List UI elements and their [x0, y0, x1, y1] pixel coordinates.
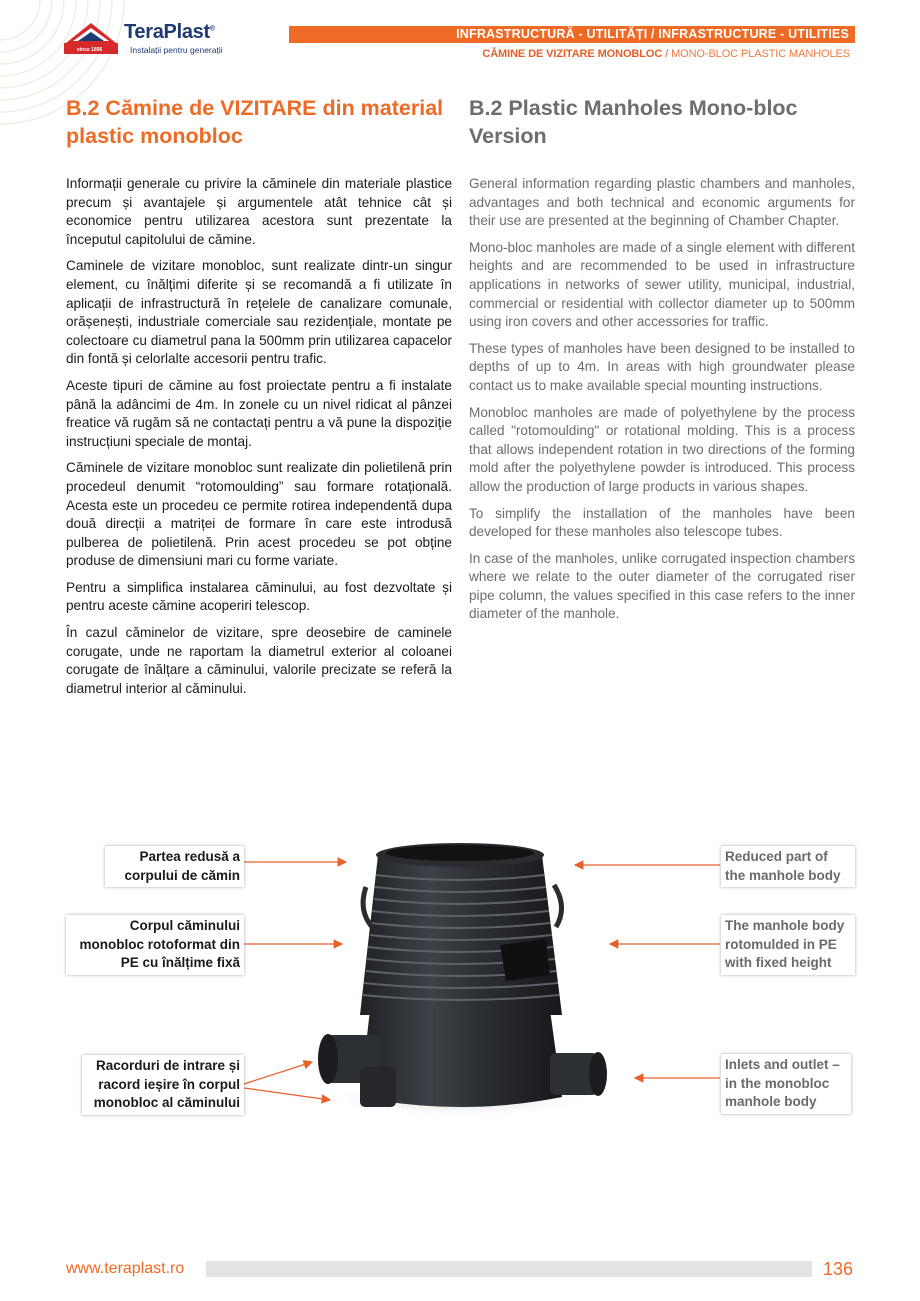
label-inlets-en: Inlets and outlet – in the monobloc manhole body: [721, 1054, 851, 1114]
label-inlets-ro: Racorduri de intrare și racord ieșire în corpul monobloc al căminului: [82, 1055, 244, 1115]
teraplast-logo[interactable]: [64, 20, 244, 56]
footer-bar: [206, 1261, 812, 1277]
paragraph-ro: Pentru a simplifica instalarea căminului, au fost dezvoltate și pentru aceste cămine acoperiri telescop.: [66, 579, 452, 614]
paragraph-en: To simplify the installation of the manholes have been developed for these manholes also telescope tubes.: [469, 505, 855, 540]
footer-website-link[interactable]: www.teraplast.ro: [66, 1260, 185, 1277]
sub-header: CĂMINE DE VIZITARE MONOBLOC / MONO-BLOC PLASTIC MANHOLES: [482, 48, 850, 60]
paragraph-ro: Căminele de vizitare monobloc sunt realizate din polietilenă prin procedeul denumit “rotomoulding” sau formare rotațională. Acesta este un procedeu ce permite rotirea independentă dupa două direcții a matriței de formare în care este introdusă pulberea de polietilenă. Prin acest procedeu se pot obține produse de dimensiuni mari cu forme variate.: [66, 460, 452, 569]
page-number: 136: [823, 1259, 854, 1279]
paragraph-en: These types of manholes have been designed to be installed to depths of up to 4m. In areas with high groundwater please contact us to make available special mounting instructions.: [469, 340, 855, 393]
body-column-en: [469, 175, 855, 632]
arrow-line: [244, 1088, 330, 1100]
paragraph-en: Mono-bloc manholes are made of a single element with different heights and are recommended to be used in infrastructure applications in networks of sewer utility, municipal, industrial, commercial or residential with collector diameter up to 500mm using iron covers and other accessories for traffic.: [469, 239, 855, 330]
label-manhole-body-ro: Corpul căminului monobloc rotoformat din PE cu înălțime fixă: [66, 915, 244, 975]
paragraph-en: Monobloc manholes are made of polyethylene by the process called "rotomoulding" or rotational molding. This is a process that allows independent rotation in two directions of the forming mold after the polyethylene powder is introduced. This process allow the production of large products in various shapes.: [469, 404, 855, 494]
paragraph-en: In case of the manholes, unlike corrugated inspection chambers where we relate to the outer diameter of the corrugated riser pipe column, the values specified in this case refers to the inner diameter of the manhole.: [469, 550, 855, 622]
paragraph-ro: Aceste tipuri de cămine au fost proiectate pentru a fi instalate până la adâncimi de 4m. In zonele cu un nivel ridicat al pânzei freatice vă rugăm să ne contactați pentru a vă pune la dispoziție instrucțiuni speciale de montaj.: [66, 377, 452, 449]
body-column-ro: [66, 175, 452, 706]
title-ro: B.2 Cămine de VIZITARE din material plastic monobloc: [66, 96, 444, 148]
label-manhole-body-en: The manhole body rotomulded in PE with fixed height: [721, 915, 855, 975]
sub-header-ro: CĂMINE DE VIZITARE MONOBLOC: [482, 48, 663, 60]
title-en: B.2 Plastic Manholes Mono-bloc Version: [469, 96, 798, 148]
paragraph-en: General information regarding plastic chambers and manholes, advantages and both technical and economic arguments for their use are presented at the beginning of Chamber Chapter.: [469, 176, 855, 229]
logo-since: since 1896: [77, 47, 103, 53]
sub-header-en: MONO-BLOC PLASTIC MANHOLES: [671, 48, 850, 60]
paragraph-ro: În cazul căminelor de vizitare, spre deosebire de caminele corugate, unde ne raportam la diametrul exterior al coloanei corugate de înălțare a căminului, valorile precizate se referă la diametrul interior al căminului.: [66, 625, 452, 696]
arrow-line: [244, 1062, 312, 1084]
paragraph-ro: Informații generale cu privire la căminele din materiale plastice precum și avantajele și argumentele atât tehnice cât și economice pentru utilizarea acestora sunt prezentate la începutul capitolului de cămine.: [66, 176, 452, 247]
label-reduced-part-ro: Partea redusă a corpului de cămin: [105, 846, 244, 887]
section-header-bar: INFRASTRUCTURĂ - UTILITĂȚI / INFRASTRUCTURE - UTILITIES: [289, 26, 855, 43]
label-reduced-part-en: Reduced part of the manhole body: [721, 846, 855, 887]
logo-name: TeraPlast®: [124, 21, 215, 43]
logo-tagline: Instalații pentru generații: [130, 45, 223, 55]
paragraph-ro: Caminele de vizitare monobloc, sunt realizate dintr-un singur element, cu înălțimi diferite și se recomandă a fi utilizate în aplicații de infrastructură în rețelele de canalizare comunale, orășenești, industriale comerciale sau rezidențiale, montate pe colectoare cu diametrul pana la 500mm prin utilizarea capacelor din fontă și celorlalte accesorii pentru trafic.: [66, 258, 452, 367]
